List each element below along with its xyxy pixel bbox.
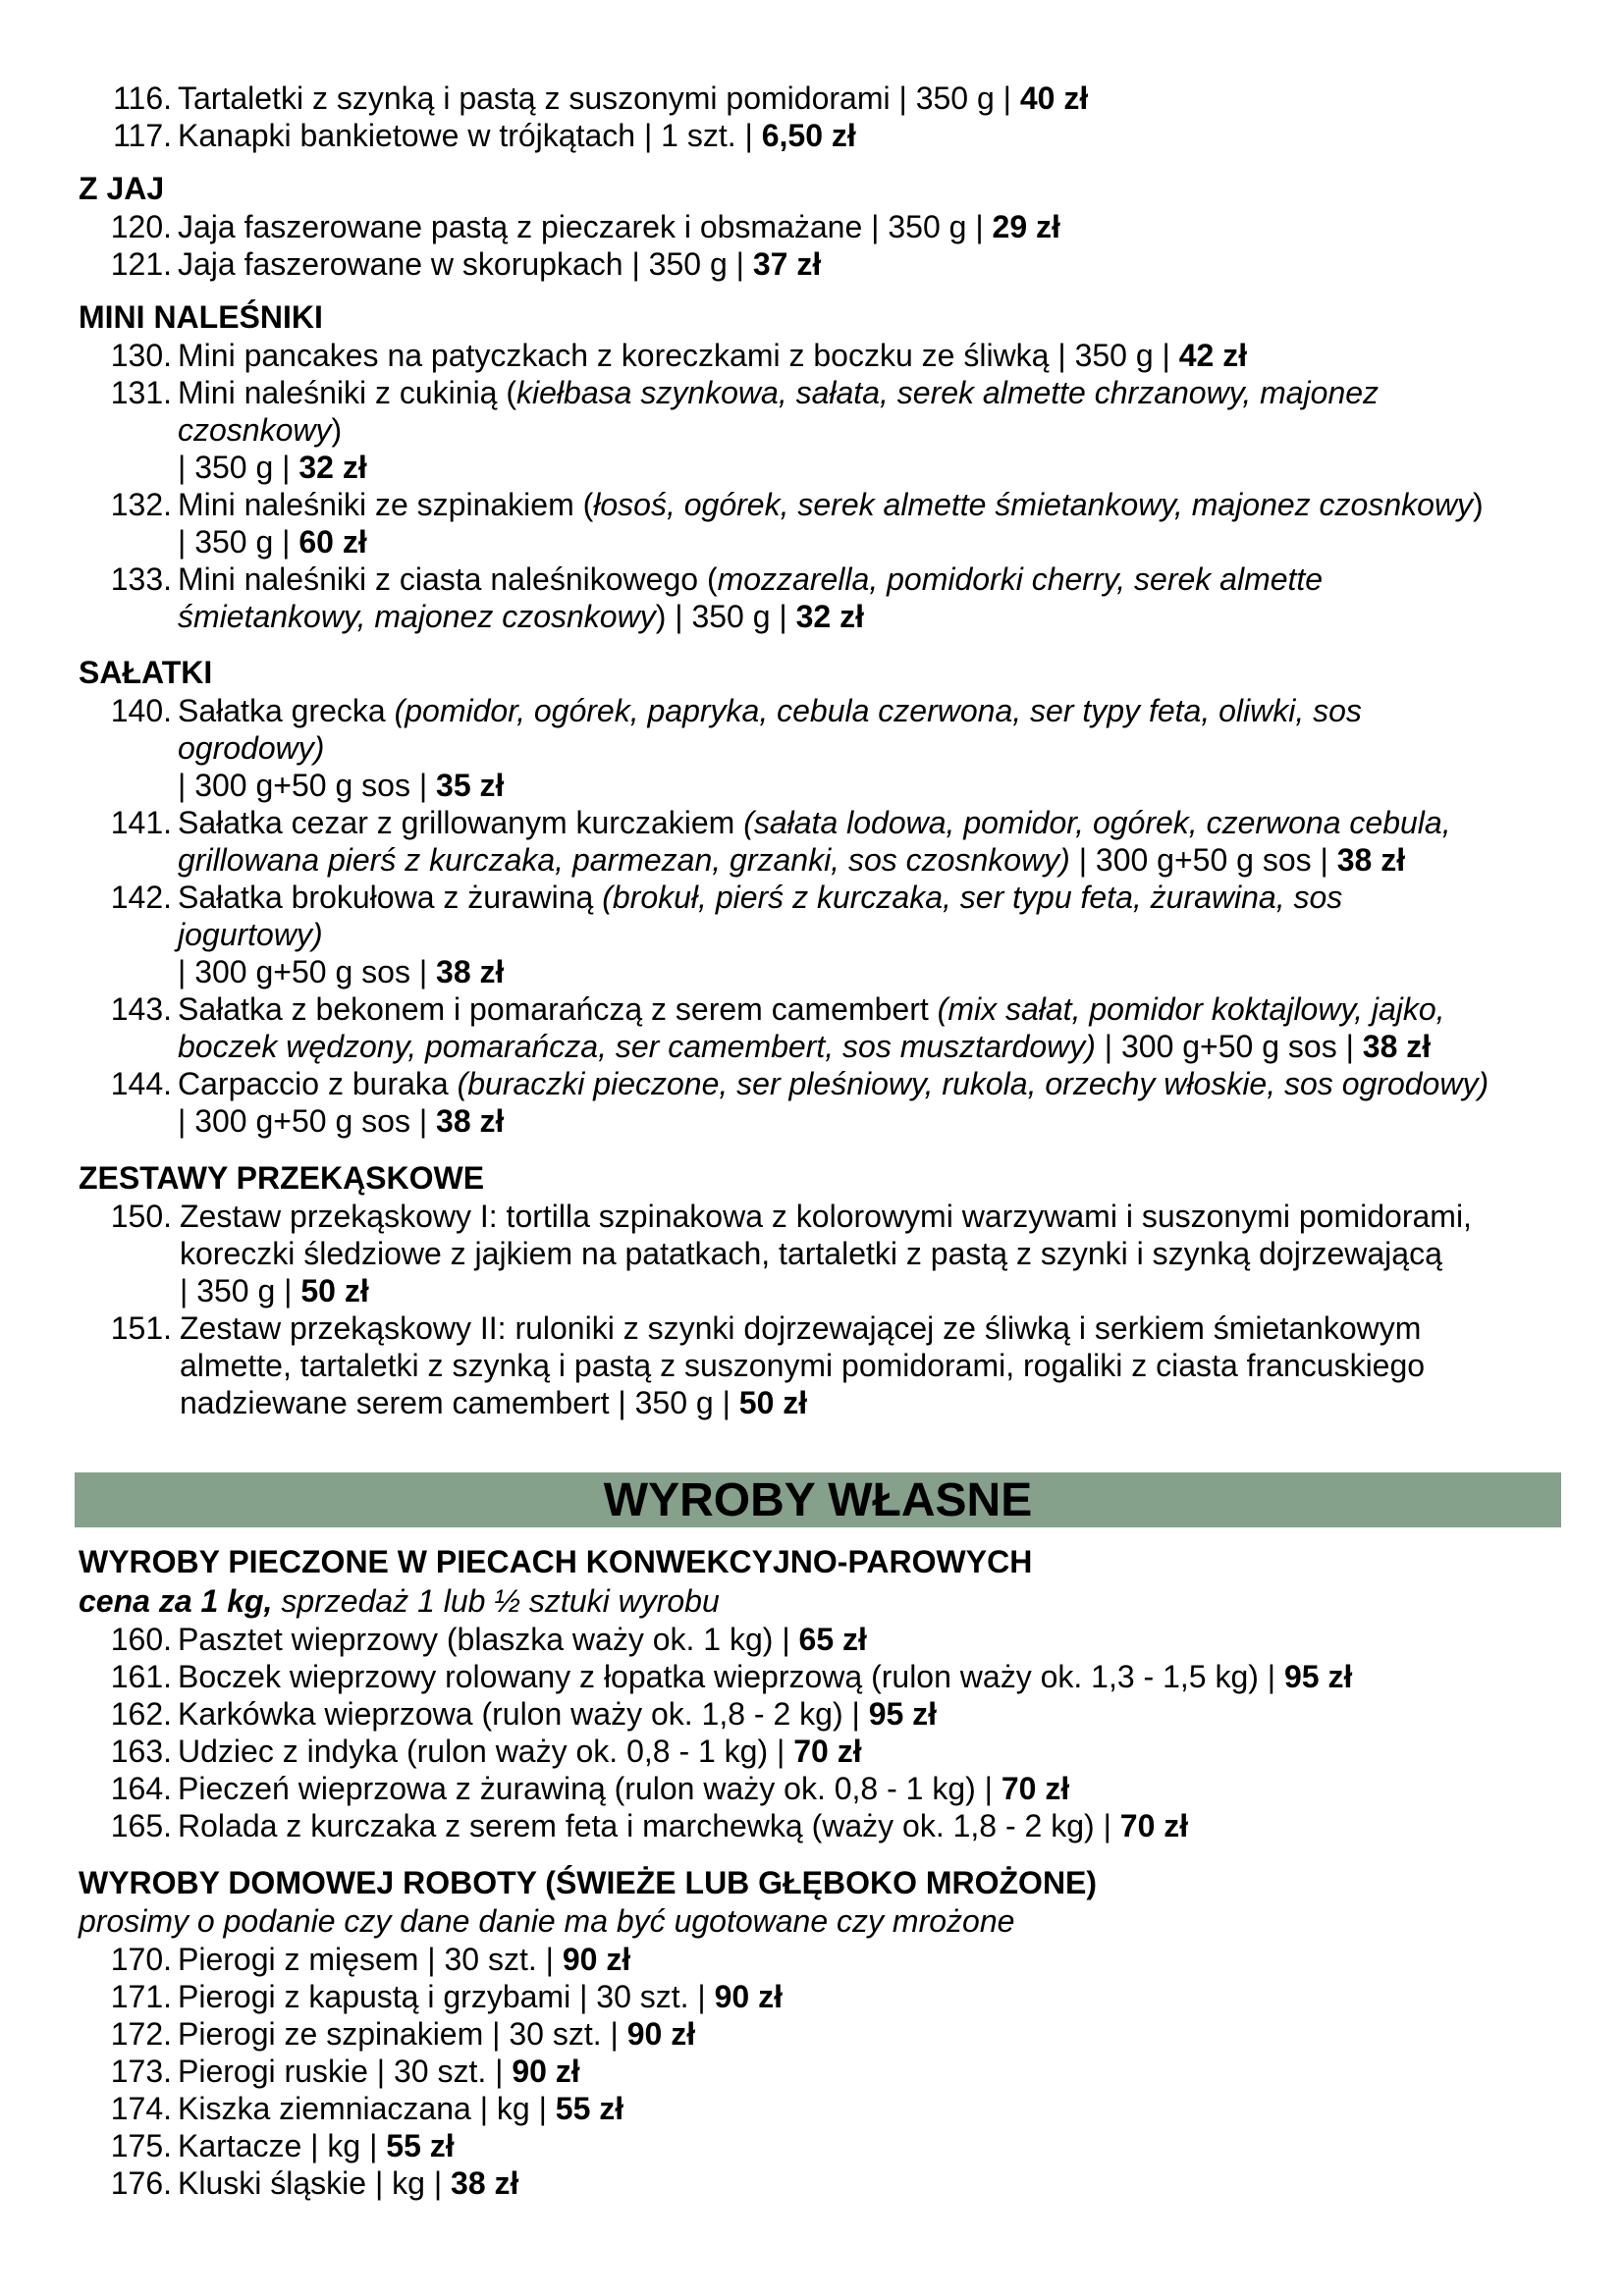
item-description: [178, 1941, 630, 1978]
item-text: Pierogi ruskie | 30 szt. |: [178, 2054, 513, 2089]
item-number: 140.: [110, 693, 172, 728]
item-description: [178, 1807, 1188, 1844]
item-description: [178, 1065, 1489, 1102]
item-description: [178, 2164, 518, 2202]
item-price: 90 zł: [562, 1942, 631, 1977]
item-number: 163.: [110, 1734, 172, 1769]
item-description: [178, 486, 1484, 523]
item-description: [178, 2090, 623, 2127]
item-price: 38 zł: [451, 2165, 519, 2201]
item-ingredients: mozzarella, pomidorki cherry, serek almette: [717, 561, 1324, 597]
item-number: 170.: [110, 1942, 172, 1977]
item-number: 151.: [110, 1310, 172, 1346]
item-price: 65 zł: [798, 1622, 867, 1657]
item-description: [178, 245, 821, 283]
item-text: Mini naleśniki ze szpinakiem (: [178, 487, 594, 522]
item-description-cont: [178, 729, 324, 767]
item-description: [178, 2127, 455, 2164]
item-number: 171.: [110, 1979, 172, 2014]
item-number: 116.: [113, 80, 172, 116]
item-ingredients: boczek wędzony, pomarańcza, ser camembert, sos musztardowy): [178, 1029, 1096, 1064]
item-text: Sałatka cezar z grillowanym kurczakiem: [178, 805, 744, 840]
item-number: 131.: [110, 375, 172, 410]
item-price: 37 zł: [752, 246, 822, 282]
item-number: 132.: [110, 487, 172, 522]
item-number: 174.: [110, 2091, 172, 2126]
item-text: Pierogi ze szpinakiem | 30 szt. |: [178, 2016, 627, 2052]
item-text: Pasztet wieprzowy (blaszka waży ok. 1 kg) |: [178, 1622, 799, 1657]
item-number: 133.: [110, 561, 172, 597]
item-weight: | 300 g+50 g sos |: [178, 1103, 437, 1139]
item-price: 32 zł: [795, 599, 864, 634]
item-description: [178, 1621, 867, 1658]
item-number: 120.: [110, 209, 172, 244]
item-text: Pierogi z mięsem | 30 szt. |: [178, 1942, 563, 1977]
item-description-cont: almette, tartaletki z szynką i pastą z suszonymi pomidorami, rogaliki z ciasta francuskiego: [180, 1348, 1426, 1383]
item-description: [178, 561, 1323, 598]
item-weight-price: [180, 1384, 807, 1421]
item-weight-price: [178, 523, 367, 561]
item-ingredients: (buraczki pieczone, ser pleśniowy, rukola, orzechy włoskie, sos ogrodowy): [457, 1066, 1489, 1101]
section-heading-z-jaj: Z JAJ: [79, 171, 165, 206]
item-text: Sałatka grecka: [178, 693, 395, 728]
item-number: 161.: [110, 1659, 172, 1694]
item-description: [178, 374, 1379, 411]
item-text: Kluski śląskie | kg |: [178, 2165, 452, 2201]
item-weight: | 300 g+50 g sos |: [178, 954, 437, 989]
item-price: 70 zł: [793, 1734, 862, 1769]
item-text: Pieczeń wieprzowa z żurawiną (rulon waży ok. 0,8 - 1 kg) |: [178, 1771, 1001, 1806]
item-price: 32 zł: [298, 450, 367, 485]
item-price: 29 zł: [992, 209, 1060, 244]
item-weight-price: [178, 449, 367, 486]
section-note: [79, 1582, 720, 1620]
item-weight: | 350 g |: [178, 524, 299, 560]
item-text: Mini naleśniki z ciasta naleśnikowego (: [178, 561, 718, 597]
item-number: 141.: [110, 805, 172, 840]
item-price: 38 zł: [436, 1103, 505, 1139]
item-description: [178, 80, 1088, 117]
item-number: 143.: [110, 991, 172, 1027]
item-price: 90 zł: [512, 2054, 580, 2089]
item-number: 176.: [110, 2165, 172, 2201]
item-ingredients: (sałata lodowa, pomidor, ogórek, czerwona cebula,: [743, 805, 1451, 840]
item-text: Karkówka wieprzowa (rulon waży ok. 1,8 - 2 kg) |: [178, 1696, 869, 1732]
item-weight: | 350 g |: [178, 450, 299, 485]
item-price: 90 zł: [714, 1979, 783, 2014]
item-price: 95 zł: [1284, 1659, 1353, 1694]
section-heading-domowe: WYROBY DOMOWEJ ROBOTY (ŚWIEŻE LUB GŁĘBOKO MROŻONE): [79, 1865, 1098, 1900]
section-heading-pieczone: WYROBY PIECZONE W PIECACH KONWEKCYJNO-PAROWYCH: [79, 1544, 1033, 1579]
item-description: Zestaw przekąskowy I: tortilla szpinakowa z kolorowymi warzywami i suszonymi pomidorami,: [180, 1199, 1472, 1234]
item-number: 164.: [110, 1771, 172, 1806]
item-description-cont: [178, 411, 342, 449]
item-close: ): [331, 412, 343, 448]
item-text: Rolada z kurczaka z serem feta i marchewką (waży ok. 1,8 - 2 kg) |: [178, 1808, 1120, 1843]
item-price: 40 zł: [1019, 80, 1089, 116]
item-number: 175.: [110, 2128, 172, 2163]
item-number: 172.: [110, 2016, 172, 2052]
item-ingredients: czosnkowy: [178, 412, 332, 448]
item-ingredients: kiełbasa szynkowa, sałata, serek almette chrzanowy, majonez: [516, 375, 1380, 410]
item-text: Carpaccio z buraka: [178, 1066, 458, 1101]
item-number: 130.: [110, 338, 172, 373]
item-ingredients: (brokuł, pierś z kurczaka, ser typu feta, żurawina, sos: [602, 880, 1343, 915]
item-description: [178, 337, 1247, 374]
item-number: 150.: [110, 1199, 172, 1234]
item-price: 38 zł: [1336, 842, 1406, 878]
item-ingredients: łosoś, ogórek, serek almette śmietankowy, majonez czosnkowy: [593, 487, 1474, 522]
item-number: 165.: [110, 1808, 172, 1843]
item-text: Boczek wieprzowy rolowany z łopatka wieprzową (rulon waży ok. 1,3 - 1,5 kg) |: [178, 1659, 1284, 1694]
item-price: 55 zł: [386, 2128, 455, 2163]
item-description-cont: [178, 1028, 1431, 1065]
section-note: prosimy o podanie czy dane danie ma być ugotowane czy mrożone: [79, 1903, 1015, 1939]
item-ingredients: ogrodowy): [178, 730, 325, 766]
item-text: Jaja faszerowane w skorupkach | 350 g |: [178, 246, 753, 282]
item-number: 160.: [110, 1622, 172, 1657]
note-bold: cena za 1 kg,: [79, 1583, 273, 1619]
item-price: 95 zł: [868, 1696, 938, 1732]
item-text: Kiszka ziemniaczana | kg |: [178, 2091, 556, 2126]
item-text: Sałatka brokułowa z żurawiną: [178, 880, 603, 915]
item-ingredients: śmietankowy, majonez czosnkowy: [178, 599, 656, 634]
item-weight: | 300 g+50 g sos |: [1069, 842, 1337, 878]
item-description: [178, 1770, 1069, 1807]
item-description: [178, 804, 1451, 841]
item-price: 70 zł: [1001, 1771, 1070, 1806]
item-text: Kanapki bankietowe w trójkątach | 1 szt. |: [178, 118, 762, 153]
item-price: 42 zł: [1178, 338, 1248, 373]
item-weight: | 350 g |: [180, 1273, 301, 1308]
item-description-cont: [178, 841, 1405, 879]
item-weight: nadziewane serem camembert | 350 g |: [180, 1385, 739, 1420]
item-text: Kartacze | kg |: [178, 2128, 387, 2163]
item-price: 38 zł: [1362, 1029, 1432, 1064]
item-text: Pierogi z kapustą i grzybami | 30 szt. |: [178, 1979, 715, 2014]
item-text: Sałatka z bekonem i pomarańczą z serem camembert: [178, 991, 938, 1027]
item-ingredients: grillowana pierś z kurczaka, parmezan, grzanki, sos czosnkowy): [178, 842, 1070, 878]
item-description: [178, 990, 1445, 1028]
item-weight-price: [180, 1272, 369, 1309]
item-description: [178, 117, 856, 154]
item-ingredients: jogurtowy): [178, 917, 323, 952]
section-heading-mini-nalesniki: MINI NALEŚNIKI: [79, 299, 323, 335]
item-description-cont: koreczki śledziowe z jajkiem na patatkach, tartaletki z pastą z szynki i szynką dojrzewającą: [180, 1236, 1442, 1271]
item-description: [178, 692, 1362, 729]
item-text: Mini naleśniki z cukinią (: [178, 375, 517, 410]
item-description: [178, 1695, 937, 1733]
item-description: [178, 1658, 1352, 1695]
item-weight: ) | 350 g |: [655, 599, 796, 634]
item-price: 6,50 zł: [761, 118, 856, 153]
item-number: 162.: [110, 1696, 172, 1732]
section-heading-zestawy: ZESTAWY PRZEKĄSKOWE: [79, 1160, 485, 1196]
item-description: [178, 2053, 580, 2090]
item-weight: | 300 g+50 g sos |: [1095, 1029, 1363, 1064]
section-banner: [75, 1472, 1561, 1527]
item-description-cont: [178, 916, 323, 953]
item-weight-price: [178, 1102, 504, 1140]
item-price: 90 zł: [626, 2016, 696, 2052]
item-text: Udziec z indyka (rulon waży ok. 0,8 - 1 kg) |: [178, 1734, 794, 1769]
item-number: 121.: [110, 246, 172, 282]
item-text: Jaja faszerowane pastą z pieczarek i obsmażane | 350 g |: [178, 209, 993, 244]
item-price: 35 zł: [436, 768, 505, 803]
item-price: 70 zł: [1119, 1808, 1189, 1843]
item-weight-price: [178, 953, 504, 990]
item-price: 50 zł: [300, 1273, 369, 1308]
item-number: 142.: [110, 880, 172, 915]
section-heading-salatki: SAŁATKI: [79, 655, 213, 690]
note-text: sprzedaż 1 lub ½ sztuki wyrobu: [272, 1583, 720, 1619]
item-description: [178, 1733, 862, 1770]
item-text: Mini pancakes na patyczkach z koreczkami z boczku ze śliwką | 350 g |: [178, 338, 1179, 373]
item-text: Tartaletki z szynką i pastą z suszonymi pomidorami | 350 g |: [178, 80, 1020, 116]
item-description-cont: [178, 598, 864, 635]
item-price: 60 zł: [298, 524, 367, 560]
item-description: [178, 2015, 695, 2053]
item-number: 173.: [110, 2054, 172, 2089]
item-description: [178, 1978, 783, 2015]
item-number: 144.: [110, 1066, 172, 1101]
item-price: 55 zł: [555, 2091, 624, 2126]
item-weight: | 300 g+50 g sos |: [178, 768, 437, 803]
item-close: ): [1473, 487, 1484, 522]
item-description: Zestaw przekąskowy II: ruloniki z szynki dojrzewającej ze śliwką i serkiem śmietankowym: [180, 1310, 1422, 1346]
item-price: 38 zł: [436, 954, 505, 989]
item-weight-price: [178, 767, 504, 804]
item-ingredients: (mix sałat, pomidor koktajlowy, jajko,: [937, 991, 1445, 1027]
banner-title: WYROBY WŁASNE: [603, 1474, 1033, 1526]
item-number: 117.: [113, 118, 172, 153]
item-ingredients: (pomidor, ogórek, papryka, cebula czerwona, ser typy feta, oliwki, sos: [394, 693, 1362, 728]
item-description: [178, 879, 1342, 916]
item-description: [178, 208, 1060, 245]
item-price: 50 zł: [738, 1385, 808, 1420]
